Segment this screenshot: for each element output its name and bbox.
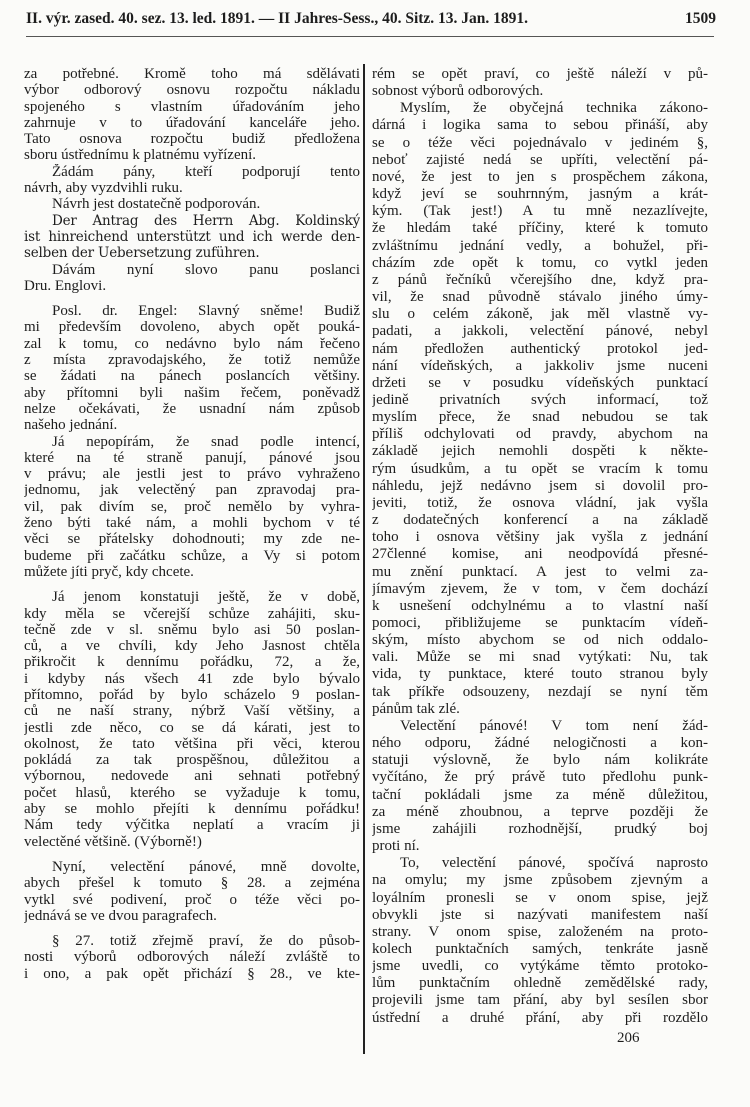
paragraph <box>24 589 360 850</box>
text-line: kdy měla se včerejší schůze zahájiti, sku- <box>24 605 360 622</box>
text-line: jednává se ve dvou paragrafech. <box>24 907 217 924</box>
text-line: Posl. dr. Engel: Slavný sněme! Budiž <box>52 303 360 320</box>
text-line: loyálním pronesli se v onom spise, jejž <box>372 889 708 906</box>
text-line: cházím zde opět k tomu, co vytkl jeden <box>372 254 708 271</box>
paragraph <box>24 434 360 581</box>
text-line: jednomu, jak velectěný pan zpravodaj pra- <box>24 482 360 499</box>
text-line: přítomno, pořád by bylo scházelo 9 poslan- <box>24 686 360 703</box>
text-line: kým. (Tak jest!) A tu mně nezazlívejte, <box>372 203 708 220</box>
text-line: zvláštnímu jednání vedly, a bohužel, při- <box>372 237 708 254</box>
text-line: se žádati na pánech poslancích většiny. <box>24 368 360 385</box>
text-line: vytkl své podivení, proč o téže věci po- <box>24 891 360 908</box>
text-line: vida, ty punktace, které touto stranou byly <box>372 666 708 683</box>
text-line: mi především dovoleno, abych opět pouká- <box>24 319 360 336</box>
text-line: nosti výborů odborových náleží zvláště to <box>24 949 360 966</box>
text-line: nám předložen authentický protokol jed- <box>372 340 708 357</box>
text-line: Der Antrag des Herrn Abg. Koldinský <box>52 212 360 229</box>
text-line: projevili jsme tam přání, aby byl sesílen sbor <box>372 992 708 1009</box>
text-line: pomoci, přibližujeme se punktacím vídeň- <box>372 615 708 631</box>
header-page-number: 1509 <box>685 10 716 27</box>
text-line: aby přítomni byli našim řečem, poněvadž <box>24 384 360 401</box>
text-line: tační pokládali jsme za méně důležitou, <box>372 786 708 803</box>
paragraph <box>24 164 360 197</box>
text-line: za potřebné. Kromě toho má sdělávati <box>24 66 360 82</box>
paragraph <box>372 100 708 718</box>
text-line: věci se přátelsky dohodnouti; my zde ne- <box>24 531 360 548</box>
text-line: jedině privatních svých informací, tož <box>372 391 708 408</box>
text-line: výbor odborový osnovu rozpočtu nákladu <box>24 82 360 99</box>
text-line: sobnost výborů odborových. <box>372 83 544 100</box>
text-line: velectěné většině. (Výborně!) <box>24 833 202 850</box>
text-line: v právu; ale jestli jest to právo vyhraženo <box>24 466 360 483</box>
text-line: z pánů řečníků včerejšího dne, když pra- <box>372 271 708 288</box>
text-line: § 27. totiž zřejmě praví, že do působ- <box>52 933 360 950</box>
text-line: příliš odchylovati od pravdy, abychom na <box>372 426 708 443</box>
text-line: rým úsudkům, a tu opět se vracím k tomu <box>372 460 708 477</box>
paragraph <box>372 718 708 855</box>
text-line: dárná i logika sama to sebou přináší, aby <box>372 117 708 134</box>
paragraph <box>24 303 360 433</box>
text-line: tečně zde v sl. sněmu bylo asi 50 poslan- <box>24 621 360 638</box>
text-line: počet hlasů, kterého se vyžaduje k tomu, <box>24 784 360 801</box>
text-line: nové, že jest to jen s prospěchem zákona, <box>372 168 708 185</box>
text-line: výbornou, nedovede ani sehnati potřebný <box>24 768 360 785</box>
text-line: lům punktačním ohledně zemědělské rady, <box>372 975 708 992</box>
text-line: zahrnuje v to úřadování kanceláře jeho. <box>24 114 360 131</box>
text-line: Dávám nyní slovo panu poslanci <box>52 261 360 278</box>
text-line: jímavým zjevem, že v tom, v čem dochází <box>372 580 708 597</box>
text-line: Velectění pánové! V tom není žád- <box>400 717 708 734</box>
text-line: obvykli jste si nazývati manifestem naší <box>372 906 708 923</box>
text-line: ců, a ve chvíli, kdy Jeho Jasnost chtěla <box>24 638 360 655</box>
text-line: jsme zahájili rozhodnější, prudký boj <box>372 820 708 837</box>
text-line: nání vídeňských, a jakkoliv jsme nuceni <box>372 357 708 374</box>
text-line: ústřední a druhé přání, aby při rozdělo <box>372 1009 708 1026</box>
text-line: Já nepopírám, že snad podle intencí, <box>52 433 360 450</box>
text-line: 27členné komise, ani neodpovídá přesné- <box>372 546 708 563</box>
column-divider <box>363 64 365 1054</box>
text-line: jestli zde něco, co se dá kárati, jest to <box>24 719 360 736</box>
text-line: jeviti, totiž, že osnova vládní, jak vyšla <box>372 494 708 511</box>
text-line: ským, místo abychom se od nich oddalo- <box>372 632 708 649</box>
header-rule <box>26 36 714 37</box>
text-line: k usnešení odchylnému a to vlastní naší <box>372 597 708 614</box>
paragraph <box>24 66 360 164</box>
text-line: Žádám pány, kteří podporují tento <box>52 163 360 180</box>
text-line: můžete jíti pryč, kdy chcete. <box>24 563 194 580</box>
paragraph <box>24 196 360 212</box>
text-line: z místa zpravodajského, že totiž nemůže <box>24 352 360 369</box>
paragraph <box>24 262 360 295</box>
text-line: sboru ústřednímu k platnému vyřízení. <box>24 147 257 164</box>
text-line: mu znění punktací. A jest to velmi za- <box>372 563 708 580</box>
paragraph <box>372 66 708 100</box>
text-line: To, velectění pánové, spočívá naprosto <box>400 855 708 872</box>
text-line: pokládá za tak prospěšnou, důležitou a <box>24 752 360 769</box>
text-line: zal k tomu, co nedávno bylo nám řečeno <box>24 335 360 352</box>
text-line: abych přešel k tomuto § 28. a zejména <box>24 875 360 892</box>
text-line: i kdyby nás všech 41 zde bylo bývalo <box>24 670 360 687</box>
text-line: náhledu, jejž nedávno jsem si dovolil pro- <box>372 477 708 494</box>
text-line: vali. Může se mi snad vytýkati: Nu, tak <box>372 649 708 666</box>
text-line: vil, že snad původně stávalo jiného úmy- <box>372 289 708 306</box>
paragraph <box>24 859 360 924</box>
text-line: neboť zajisté nedá se upříti, velectění pá- <box>372 151 708 168</box>
text-line: vil, pak divím se, proč nemělo by vyhra- <box>24 498 360 515</box>
text-line: se o téže věci pojednávalo v jediném §, <box>372 134 708 151</box>
text-line: ného odporu, žádné nelogičnosti a kon- <box>372 735 708 752</box>
paragraph <box>24 213 360 262</box>
text-line: přikročit k dennímu pořádku, 72, a že, <box>24 654 360 671</box>
paragraph <box>372 855 708 1027</box>
text-line: ženo býti také nám, a mohli bychom v té <box>24 515 360 532</box>
right-column <box>372 66 708 1027</box>
text-line: Myslím, že obyčejná technika zákono- <box>400 100 708 117</box>
text-line: držeti se v posudku vídeňských punktací <box>372 374 708 391</box>
text-line: toho i osnova většiny jak vyšla z jednání <box>372 529 708 546</box>
paragraph <box>24 933 360 982</box>
text-line: návrh, aby vyzdvihli ruku. <box>24 180 183 197</box>
text-line: strany. V onom spise, založeném na proto- <box>372 923 708 940</box>
text-line: Dru. Englovi. <box>24 277 107 294</box>
text-line: aby se mohlo přejíti k dennímu pořádku! <box>24 801 360 818</box>
text-line: na omylu; my jsme způsobem zjevným a <box>372 872 708 889</box>
text-line: našeho jednání. <box>24 417 118 434</box>
left-column <box>24 66 360 982</box>
text-line: spojeného s vlastním úřadováním jeho <box>24 98 360 115</box>
text-line: ců ne naší strany, nýbrž Vaší většiny, a <box>24 703 360 720</box>
text-line: základě jejich nemohli dospěti k někte- <box>372 443 708 460</box>
text-line: rém se opět praví, co ještě náleží v pů- <box>372 66 708 82</box>
text-line: z dodatečných konferencí a na základě <box>372 512 708 529</box>
text-line: okolnost, že tato většina při věci, kterou <box>24 735 360 752</box>
text-line: slu o celém zákoně, jak měl vlastně vy- <box>372 306 708 323</box>
text-line: Já jenom konstatuji ještě, že v době, <box>52 589 360 606</box>
sheet-number: 206 <box>617 1030 640 1046</box>
text-line: Návrh jest dostatečně podporován. <box>52 196 261 213</box>
text-line: statuji výslovně, že bylo nám kolikráte <box>372 752 708 769</box>
text-line: i ono, a pak opět přichází § 28., ve kte- <box>24 965 360 982</box>
text-line: kolech punktačních samých, tenkráte jasně <box>372 940 708 957</box>
text-line: proti ní. <box>372 838 420 855</box>
text-line: nelze očekávati, že usnadní nám způsob <box>24 400 360 417</box>
text-line: za méně zhoubnou, a teprve později že <box>372 803 708 820</box>
text-line: Nyní, velectění pánové, mně dovolte, <box>52 858 360 875</box>
text-line: ist hinreichend unterstützt und ich werde den- <box>24 228 360 245</box>
text-line: budeme při začátku schůze, a Vy si potom <box>24 547 360 564</box>
text-line: které na té straně panují, pánové jsou <box>24 449 360 466</box>
text-line: Nám tedy výčitka neplatí a vracím ji <box>24 817 360 834</box>
text-line: selben der Uebersetzung zuführen. <box>24 245 260 262</box>
text-line: pánům tak zlé. <box>372 700 460 717</box>
text-line: jsme uvedli, co vytýkáme těmto protoko- <box>372 958 708 975</box>
text-line: vyčítáno, že prý právě tuto předlohu punk- <box>372 769 708 786</box>
header-title: II. výr. zased. 40. sez. 13. led. 1891. — II Jahres-Sess., 40. Sitz. 13. Jan. 1891. <box>26 10 529 27</box>
text-line: padati, a jakkoli, velectění pánové, nebyl <box>372 323 708 340</box>
text-line: když jeví se souhrnným, jasným a krát- <box>372 186 708 203</box>
text-line: že hledám také příčiny, které k tomuto <box>372 220 708 237</box>
text-line: Tato osnova rozpočtu budiž předložena <box>24 131 360 148</box>
running-header <box>26 10 716 28</box>
text-line: tak příkře odsouzeny, nezdají se nyní těm <box>372 683 708 700</box>
text-line: myslím přece, že snad nebudou se tak <box>372 409 708 426</box>
